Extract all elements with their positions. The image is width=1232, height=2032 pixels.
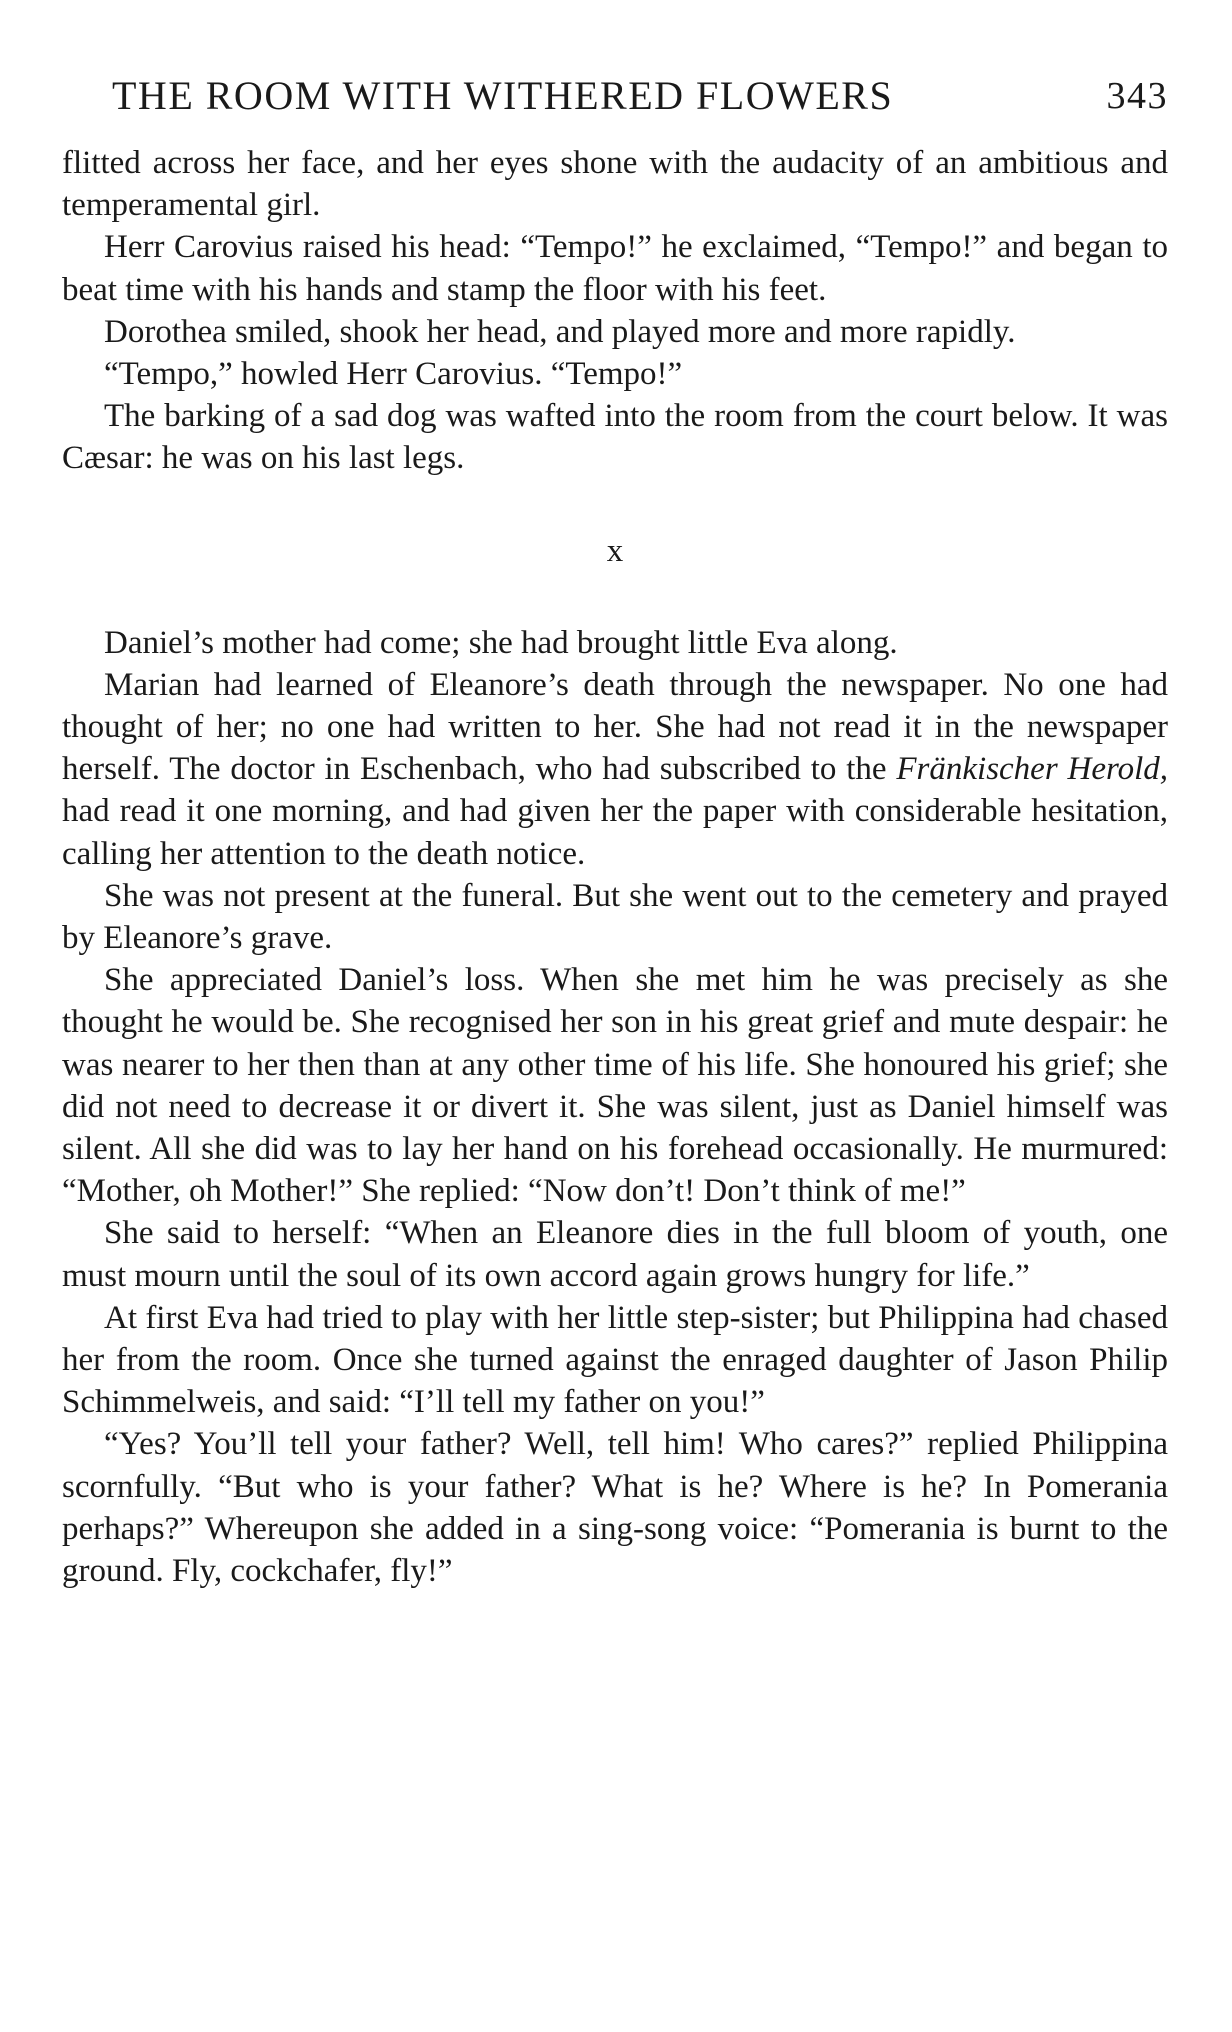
paragraph: She said to herself: “When an Eleanore dies in the full bloom of youth, one must mourn until the soul of its own accord again grows hungry for life.” [62,1215,1168,1294]
newspaper-title: Fränkischer Herold, [896,751,1169,788]
paragraph: At first Eva had tried to play with her little step-sister; but Philippina had chased her from the room. Once she turned against the enraged daughter of Jason Philip Schimmelweis, and said: “I’ll tell my father on you!” [62,1299,1168,1421]
paragraph: Dorothea smiled, shook her head, and played more and more rapidly. [104,313,1016,350]
paragraph: She was not present at the funeral. But she went out to the cemetery and prayed by Eleanore’s grave. [62,877,1168,957]
paragraph: The barking of a sad dog was wafted into the room from the court below. It was Cæsar: he was on his last legs. [62,398,1168,477]
paragraph: Daniel’s mother had come; she had brought little Eva along. [104,624,898,661]
paragraph: flitted across her face, and her eyes shone with the audacity of an ambitious and temperamental girl. [62,145,1168,224]
page-body [62,142,1168,1592]
section-number: x [606,532,624,569]
running-head [112,68,1168,124]
text-run: had read it one morning, and had given her the paper with considerable hesitation, calling her attention to the death notice. [62,793,1168,872]
paragraph: “Tempo,” howled Herr Carovius. “Tempo!” [104,356,683,393]
text-run: Marian had learned of Eleanore’s death through the newspaper. No one had thought of her; no one had written to her. She had not read it in the newspaper herself. The doctor in Eschenbach, who had subscribed to the [62,666,1168,788]
page-number: 343 [1106,75,1168,117]
chapter-title: THE ROOM WITH WITHERED FLOWERS [112,73,894,118]
paragraph [62,664,1168,875]
paragraph: She appreciated Daniel’s loss. When she met him he was precisely as she thought he would be. She recognised her son in his great grief and mute despair: he was nearer to her then than at any other time of his life. She honoured his grief; she did not need to decrease it or divert it. She was silent, just as Daniel himself was silent. All she did was to lay her hand on his forehead occasionally. He murmured: “Mother, oh Mother!” She replied: “Now don’t! Don’t think of me!” [62,962,1168,1210]
paragraph: “Yes? You’ll tell your father? Well, tell him! Who cares?” replied Philippina scornfully. “But who is your father? What is he? Where is he? In Pomerania perhaps?” Whereupon she added in a sing-song voice: “Pomerania is burnt to the ground. Fly, cockchafer, fly!” [62,1426,1168,1590]
book-page [62,0,1168,2032]
paragraph: Herr Carovius raised his head: “Tempo!” he exclaimed, “Tempo!” and began to beat time with his hands and stamp the floor with his feet. [62,229,1168,308]
